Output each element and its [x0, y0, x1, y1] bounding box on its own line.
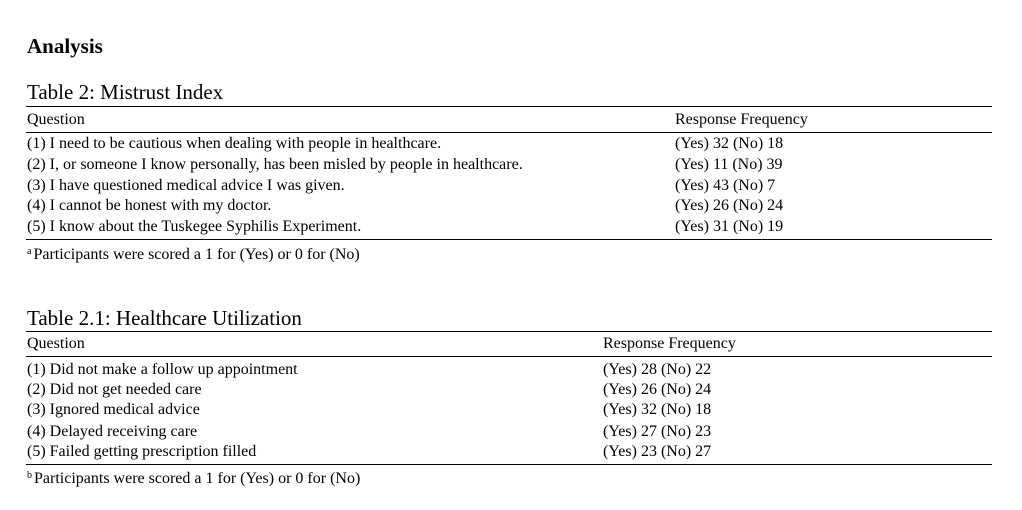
response-cell: (Yes) 32 (No) 18	[603, 401, 712, 418]
table-1-header-rule	[26, 132, 992, 133]
question-cell: (2) I, or someone I know personally, has been misled by people in healthcare.	[27, 156, 523, 173]
question-cell: (4) I cannot be honest with my doctor.	[27, 197, 272, 214]
response-cell: (Yes) 28 (No) 22	[603, 361, 712, 378]
question-cell: (1) I need to be cautious when dealing with people in healthcare.	[27, 135, 442, 152]
question-cell: (3) Ignored medical advice	[27, 401, 200, 418]
question-cell: (5) I know about the Tuskegee Syphilis Experiment.	[27, 218, 362, 235]
question-cell: (1) Did not make a follow up appointment	[27, 361, 298, 378]
section-heading: Analysis	[27, 34, 103, 58]
table-row	[27, 155, 992, 175]
response-cell: (Yes) 43 (No) 7	[675, 177, 776, 194]
footnote-marker: a	[27, 246, 32, 257]
table-row	[27, 400, 992, 420]
table-row	[27, 360, 992, 380]
table-row	[27, 217, 992, 237]
question-column-header: Question	[27, 335, 85, 352]
table-row	[27, 196, 992, 216]
table-2-caption: Table 2.1: Healthcare Utilization	[27, 306, 302, 330]
question-cell: (3) I have questioned medical advice I was given.	[27, 177, 345, 194]
response-cell: (Yes) 26 (No) 24	[675, 197, 784, 214]
footnote-text: Participants were scored a 1 for (Yes) or 0 for (No)	[33, 246, 360, 263]
question-cell: (4) Delayed receiving care	[27, 423, 198, 440]
footnote-text: Participants were scored a 1 for (Yes) or 0 for (No)	[34, 470, 361, 487]
table-2-footnote	[27, 466, 360, 489]
response-column-header: Response Frequency	[675, 111, 808, 128]
response-cell: (Yes) 11 (No) 39	[675, 156, 783, 173]
table-1-caption: Table 2: Mistrust Index	[27, 80, 224, 104]
response-cell: (Yes) 32 (No) 18	[675, 135, 784, 152]
response-cell: (Yes) 31 (No) 19	[675, 218, 784, 235]
table-1-header	[27, 110, 992, 130]
table-1-top-rule	[26, 106, 992, 107]
table-1-bottom-rule	[26, 239, 992, 240]
question-cell: (5) Failed getting prescription filled	[27, 443, 257, 460]
question-column-header: Question	[27, 111, 85, 128]
table-2-header	[27, 334, 992, 354]
table-row	[27, 380, 992, 400]
table-row	[27, 176, 992, 196]
response-cell: (Yes) 27 (No) 23	[603, 423, 712, 440]
table-row	[27, 134, 992, 154]
response-column-header: Response Frequency	[603, 335, 736, 352]
table-2-top-rule	[26, 331, 992, 332]
response-cell: (Yes) 23 (No) 27	[603, 443, 712, 460]
table-1-footnote	[27, 242, 360, 265]
table-row	[27, 442, 992, 462]
footnote-marker: b	[27, 470, 32, 481]
response-cell: (Yes) 26 (No) 24	[603, 381, 712, 398]
table-2-header-rule	[26, 356, 992, 357]
question-cell: (2) Did not get needed care	[27, 381, 202, 398]
table-row	[27, 422, 992, 442]
table-2-bottom-rule	[26, 464, 992, 465]
